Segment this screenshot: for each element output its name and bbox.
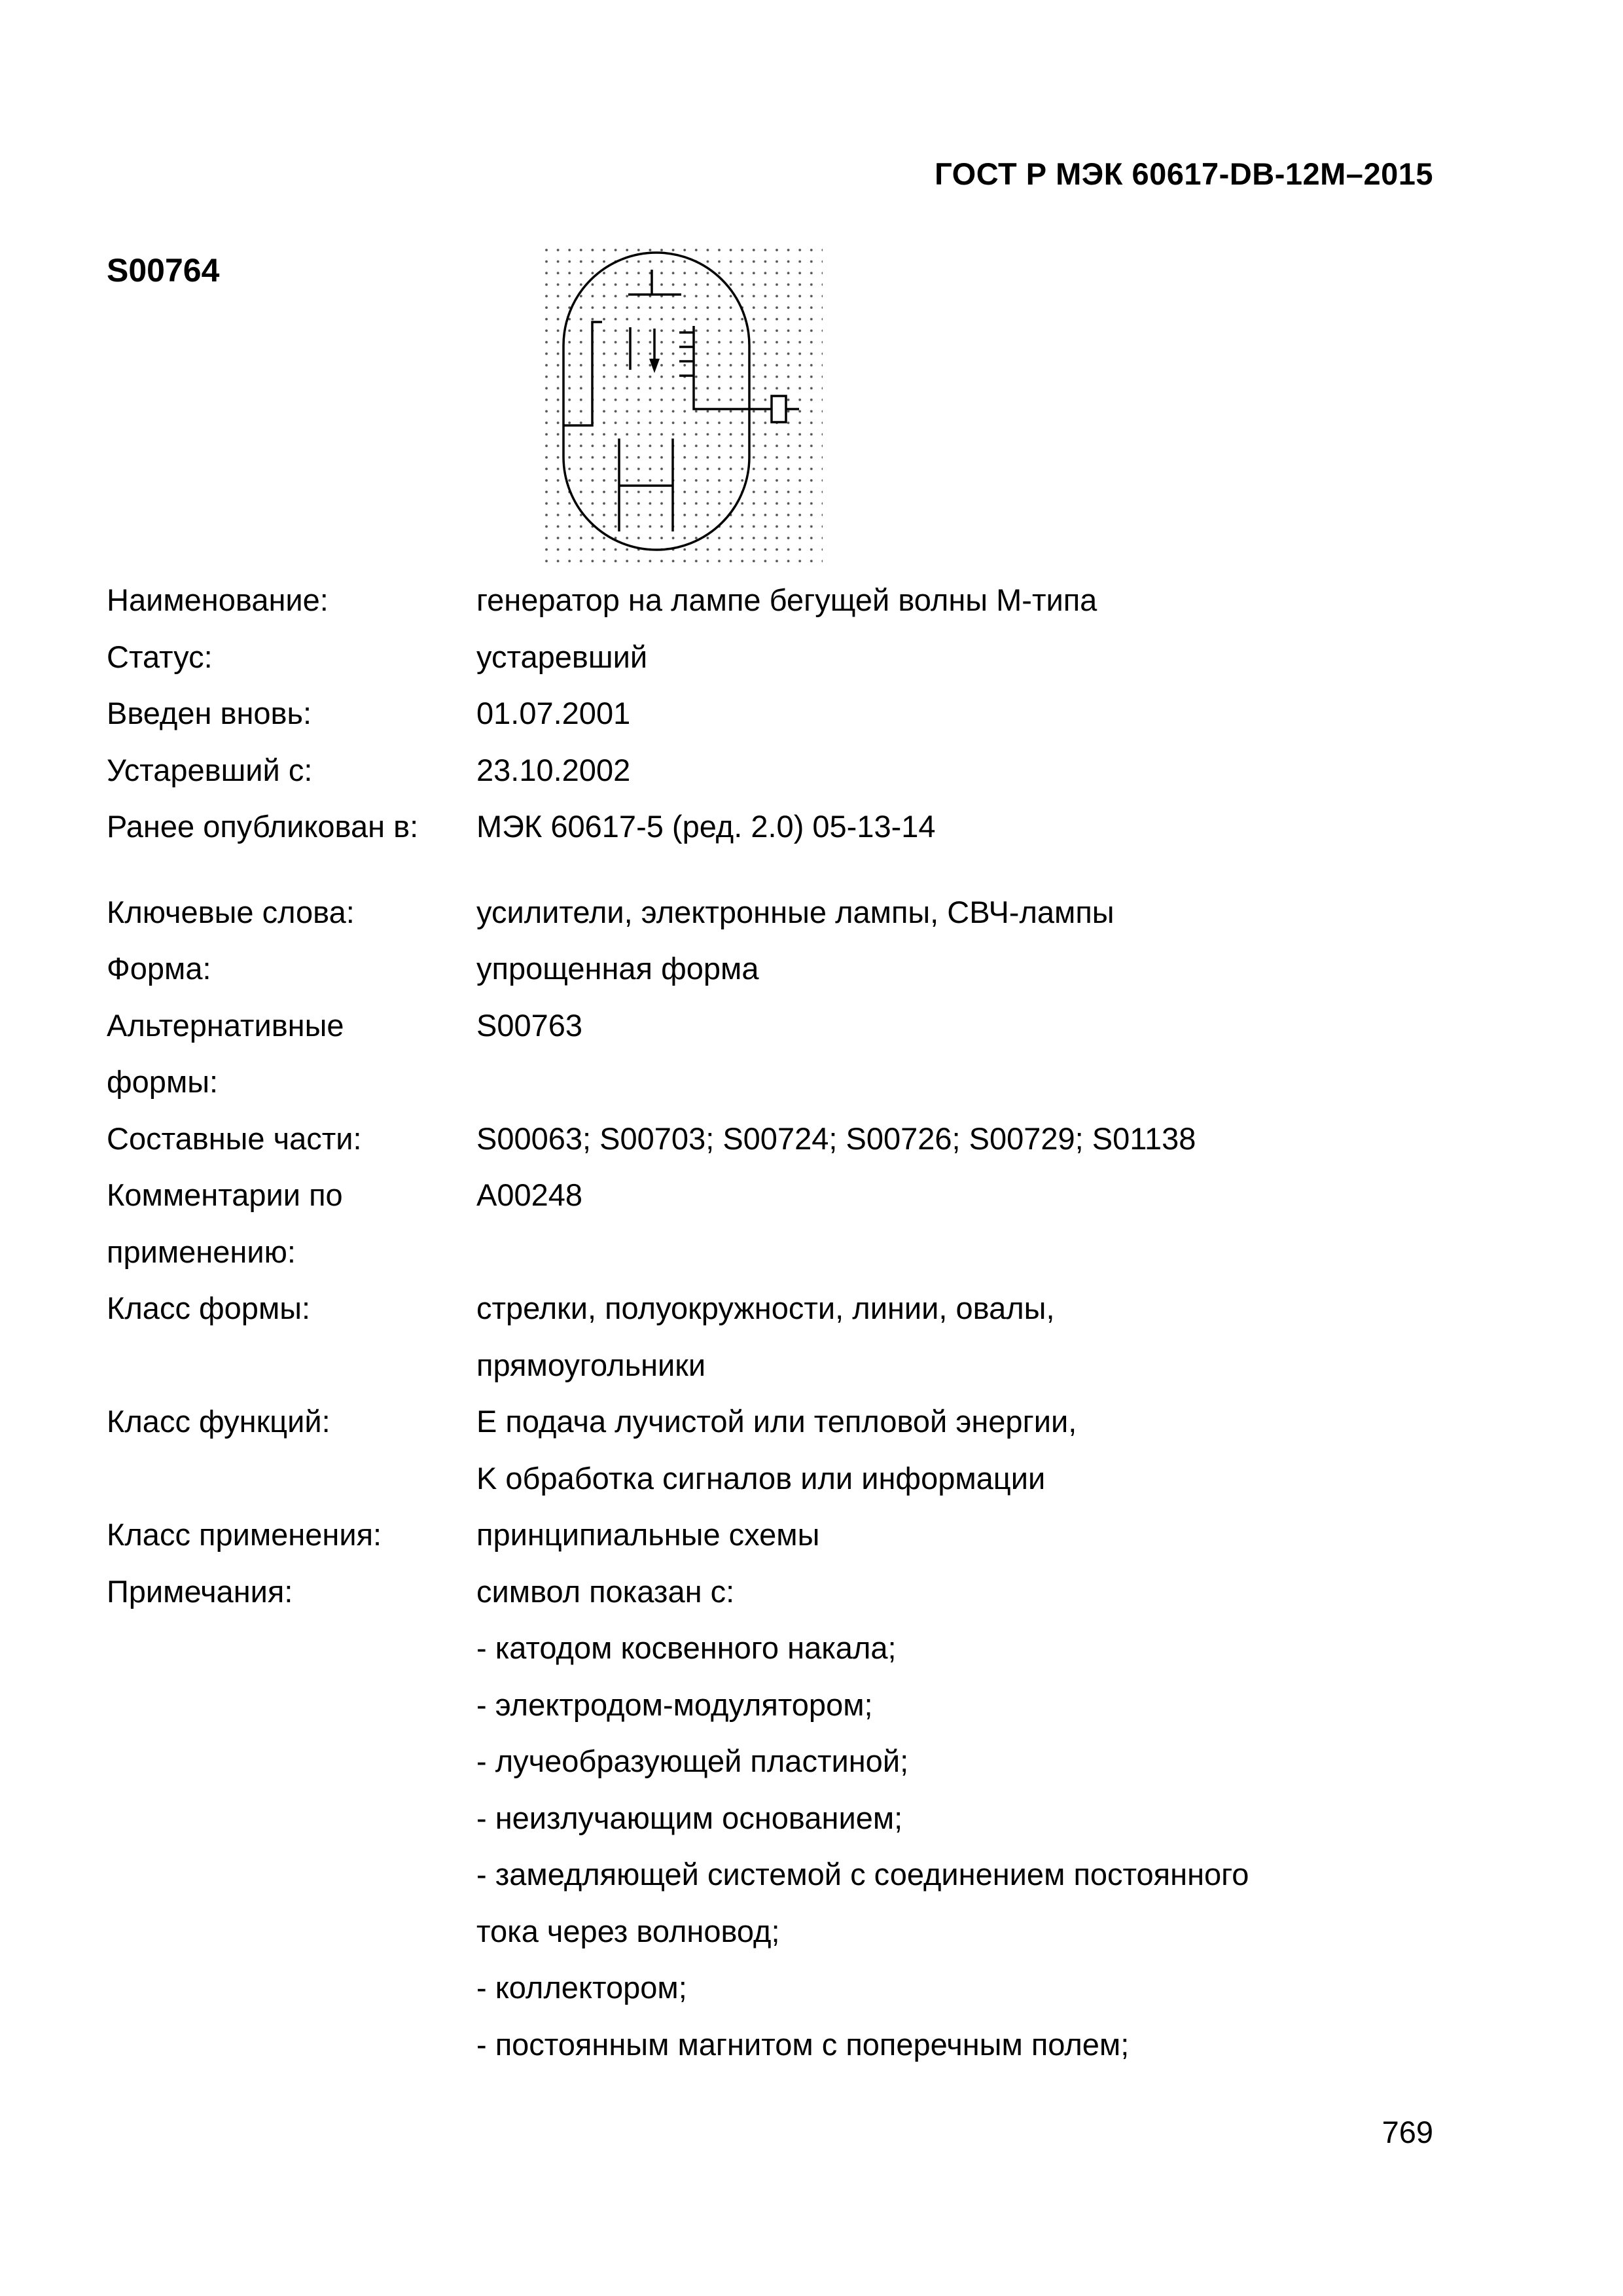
property-label-line: Форма:: [107, 951, 211, 986]
property-label-line: Составные части:: [107, 1121, 362, 1156]
property-value-line: усилители, электронные лампы, СВЧ-лампы: [476, 894, 1115, 929]
property-row: [107, 884, 1481, 941]
property-label: [107, 798, 476, 855]
property-value: [476, 629, 1481, 686]
property-label: [107, 997, 476, 1111]
property-label-line: Альтернативные: [107, 1007, 344, 1043]
property-row: [107, 1564, 1481, 2073]
property-value-line: - замедляющей системой с соединением постоянного: [476, 1857, 1249, 1892]
property-label-line: Примечания:: [107, 1573, 293, 1609]
property-label: [107, 1280, 476, 1393]
property-value: [476, 1280, 1481, 1393]
property-value-line: - коллектором;: [476, 1970, 687, 2005]
property-label-line: Статус:: [107, 639, 213, 674]
property-label: [107, 685, 476, 742]
property-label-line: Наименование:: [107, 583, 329, 617]
property-value-line: 01.07.2001: [476, 696, 631, 730]
property-value-line: символ показан с:: [476, 1573, 735, 1609]
property-label: [107, 1564, 476, 2073]
property-value: [476, 1111, 1481, 1168]
property-value-line: 23.10.2002: [476, 752, 631, 787]
property-value: [476, 1564, 1481, 2073]
property-label-line: Класс формы:: [107, 1291, 311, 1325]
property-value-line: Е подача лучистой или тепловой энергии,: [476, 1404, 1077, 1439]
property-label: [107, 1111, 476, 1168]
property-value: [476, 997, 1481, 1111]
property-value-line: - электродом-модулятором;: [476, 1687, 873, 1722]
property-value-line: A00248: [476, 1177, 583, 1212]
property-value-line: S00063; S00703; S00724; S00726; S00729; S01138: [476, 1121, 1196, 1156]
property-value: [476, 798, 1481, 855]
property-value-line: генератор на лампе бегущей волны М-типа: [476, 583, 1097, 617]
property-value-line: прямоугольники: [476, 1347, 706, 1382]
property-label-line: Ключевые слова:: [107, 894, 355, 929]
property-label: [107, 1393, 476, 1507]
property-value: [476, 685, 1481, 742]
property-row: [107, 1167, 1481, 1280]
symbol-code: S00764: [107, 252, 220, 289]
property-value: [476, 572, 1481, 629]
property-value: [476, 1507, 1481, 1564]
properties-table: [107, 572, 1481, 2073]
property-value: [476, 1167, 1481, 1280]
property-label: [107, 572, 476, 629]
standard-header: ГОСТ Р МЭК 60617-DB-12M–2015: [935, 156, 1433, 191]
property-label-line: Устаревший с:: [107, 752, 313, 787]
property-label-line: применению:: [107, 1234, 296, 1269]
property-value-line: - катодом косвенного накала;: [476, 1630, 897, 1665]
property-label-line: Ранее опубликован в:: [107, 809, 419, 844]
property-label: [107, 1507, 476, 1564]
property-label: [107, 941, 476, 997]
property-label-line: Класс функций:: [107, 1404, 330, 1439]
waveguide-coupler: [772, 396, 786, 422]
property-value-line: МЭК 60617-5 (ред. 2.0) 05-13-14: [476, 809, 936, 844]
property-value: [476, 884, 1481, 941]
property-row: [107, 742, 1481, 799]
property-row: [107, 629, 1481, 686]
property-value-line: стрелки, полуокружности, линии, овалы,: [476, 1291, 1055, 1325]
property-value-line: упрощенная форма: [476, 951, 759, 986]
property-row: [107, 1280, 1481, 1393]
property-row: [107, 685, 1481, 742]
property-value-line: S00763: [476, 1007, 583, 1043]
property-value: [476, 1393, 1481, 1507]
property-row: [107, 997, 1481, 1111]
property-label: [107, 742, 476, 799]
property-value-line: устаревший: [476, 639, 648, 674]
property-row: [107, 1393, 1481, 1507]
property-value-line: - лучеобразующей пластиной;: [476, 1744, 909, 1778]
property-row: [107, 1507, 1481, 1564]
property-label-line: Класс применения:: [107, 1517, 382, 1552]
property-label: [107, 629, 476, 686]
property-value-line: K обработка сигналов или информации: [476, 1460, 1046, 1496]
property-row: [107, 1111, 1481, 1168]
page-number: 769: [1382, 2115, 1433, 2149]
property-row: [107, 941, 1481, 997]
property-label: [107, 884, 476, 941]
property-label-line: формы:: [107, 1064, 219, 1099]
property-label-line: Введен вновь:: [107, 696, 312, 730]
property-label: [107, 1167, 476, 1280]
property-value-line: - постоянным магнитом с поперечным полем;: [476, 2026, 1130, 2062]
property-value-line: принципиальные схемы: [476, 1517, 820, 1552]
property-value: [476, 742, 1481, 799]
property-row: [107, 798, 1481, 855]
property-value: [476, 941, 1481, 997]
property-row: [107, 572, 1481, 629]
m-type-backward-wave-oscillator-symbol-icon: [545, 249, 823, 563]
property-value-line: тока через волновод;: [476, 1913, 780, 1948]
property-label-line: Комментарии по: [107, 1177, 343, 1212]
property-value-line: - неизлучающим основанием;: [476, 1800, 903, 1835]
